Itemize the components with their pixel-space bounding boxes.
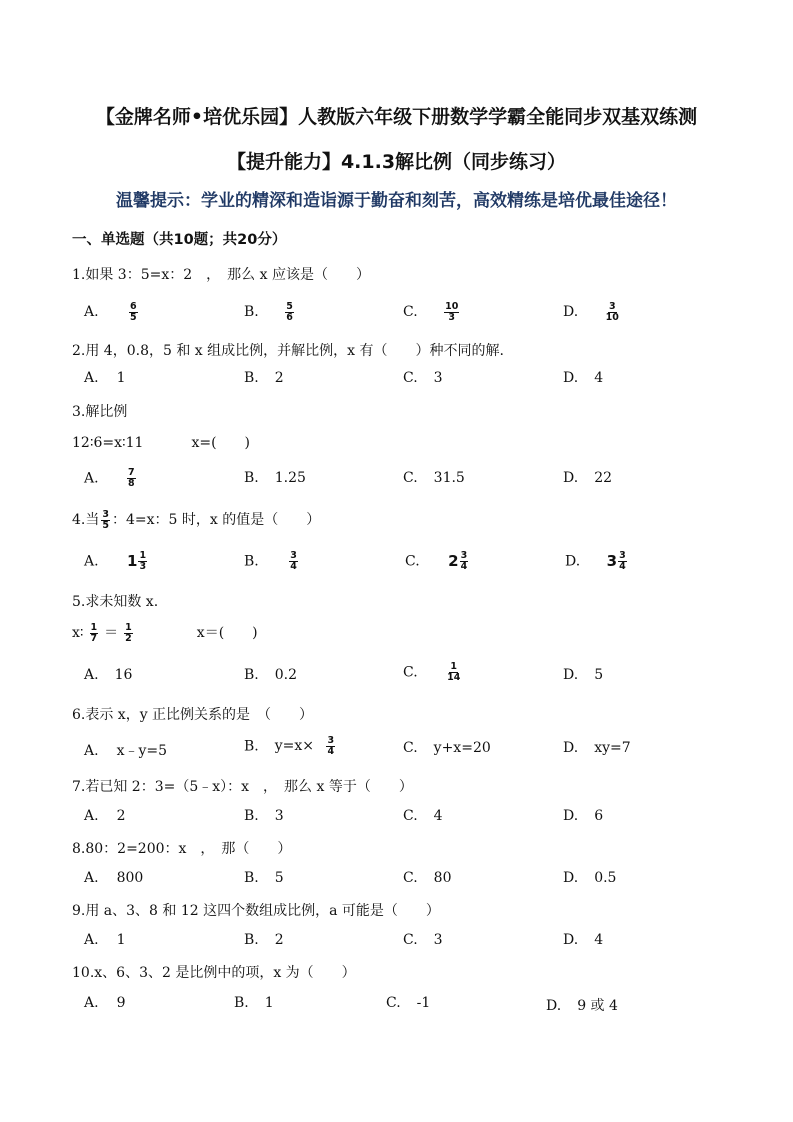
question-5-stem: 5.求未知数 x. xyxy=(72,594,159,610)
q10-option-c[interactable] xyxy=(386,995,430,1011)
q9-option-b[interactable] xyxy=(244,932,284,948)
option-label: C. xyxy=(403,370,418,386)
option-text: 3 xyxy=(274,808,284,824)
option-text: 9 或 4 xyxy=(577,998,618,1014)
option-text: 1 xyxy=(116,932,126,948)
option-label: C. xyxy=(403,740,418,756)
q7-option-c[interactable] xyxy=(403,808,443,824)
option-label: B. xyxy=(244,808,259,824)
option-label: A. xyxy=(84,470,99,487)
q1-option-a[interactable] xyxy=(84,302,138,323)
question-8-stem: 8.80：2=200：x ， 那（ ） xyxy=(72,841,292,857)
q6-option-b[interactable] xyxy=(244,736,335,757)
tip-banner: 温馨提示：学业的精深和造诣源于勤奋和刻苦，高效精练是培优最佳途径！ xyxy=(116,191,677,211)
question-7-stem: 7.若已知 2：3=（5﹣x）：x ， 那么 x 等于（ ） xyxy=(72,779,413,795)
q3-option-c[interactable] xyxy=(403,470,465,486)
option-label: C. xyxy=(386,995,401,1011)
question-10-stem: 10.x、6、3、2 是比例中的项，x 为（ ） xyxy=(72,965,356,981)
option-label: C. xyxy=(403,932,418,948)
fraction: $\frac{5}{6}$ xyxy=(286,301,293,323)
option-label: B. xyxy=(244,370,259,386)
q8-option-a[interactable] xyxy=(84,870,143,886)
fraction: $\frac{6}{5}$ xyxy=(130,301,137,323)
fraction: $\frac{3}{4}$ xyxy=(327,735,335,757)
q9-option-d[interactable] xyxy=(563,932,603,948)
q8-option-d[interactable] xyxy=(563,870,616,886)
option-label: D. xyxy=(563,304,579,321)
option-text: 9 xyxy=(116,995,126,1011)
option-text: y+x=20 xyxy=(433,740,491,756)
q4-option-b[interactable] xyxy=(244,551,298,572)
q2-option-d[interactable] xyxy=(563,370,603,386)
fraction: $\frac{10}{3}$ xyxy=(445,301,459,323)
option-label: A. xyxy=(84,370,99,386)
option-label: A. xyxy=(84,667,99,683)
q10-option-d[interactable] xyxy=(546,995,618,1015)
q1-option-d[interactable] xyxy=(563,302,620,323)
stem-text: ：4=x：5 时，x 的值是（ ） xyxy=(111,512,321,528)
option-label: D. xyxy=(563,808,579,824)
q5-option-b[interactable] xyxy=(244,667,297,683)
q6-option-d[interactable] xyxy=(563,740,631,756)
fraction: $\frac{7}{8}$ xyxy=(128,467,135,489)
option-text: 5 xyxy=(274,870,284,886)
q8-option-b[interactable] xyxy=(244,870,284,886)
option-text: 4 xyxy=(594,370,604,386)
q6-option-a[interactable] xyxy=(84,740,167,760)
option-label: C. xyxy=(405,553,420,570)
option-label: B. xyxy=(244,304,259,321)
option-label: A. xyxy=(84,932,99,948)
document-title-line1: 【金牌名师•培优乐园】人教版六年级下册数学学霸全能同步双基双练测 xyxy=(95,106,698,128)
q4-option-c[interactable] xyxy=(405,551,468,572)
question-1-stem: 1.如果 3：5=x：2 ， 那么 x 应该是（ ） xyxy=(72,267,370,283)
option-text: 1.25 xyxy=(274,470,306,486)
q2-option-c[interactable] xyxy=(403,370,443,386)
option-label: B. xyxy=(244,932,259,948)
option-label: C. xyxy=(403,870,418,886)
q9-option-c[interactable] xyxy=(403,932,443,948)
option-label: C. xyxy=(403,808,418,824)
option-label: D. xyxy=(563,870,579,886)
option-text: 1 xyxy=(264,995,274,1011)
q6-option-c[interactable] xyxy=(403,740,491,756)
expression: x∶ xyxy=(72,625,84,641)
option-label: D. xyxy=(565,553,581,570)
option-text: 2 xyxy=(274,370,284,386)
option-text: 4 xyxy=(433,808,443,824)
q1-option-b[interactable] xyxy=(244,302,294,323)
option-label: B. xyxy=(244,553,259,570)
q5-option-d[interactable] xyxy=(563,667,603,683)
option-text: 6 xyxy=(594,808,604,824)
q4-option-a[interactable] xyxy=(84,551,147,572)
fraction: $\frac{3}{4}$ xyxy=(290,550,297,572)
question-6-stem: 6.表示 x，y 正比例关系的是 （ ） xyxy=(72,707,314,723)
option-label: B. xyxy=(244,470,259,486)
q7-option-d[interactable] xyxy=(563,808,603,824)
option-text: xy=7 xyxy=(594,740,631,756)
option-label: A. xyxy=(84,553,99,570)
option-label: A. xyxy=(84,743,99,759)
option-label: A. xyxy=(84,870,99,886)
q10-option-a[interactable] xyxy=(84,995,125,1011)
option-label: D. xyxy=(563,370,579,386)
option-label: B. xyxy=(234,995,249,1011)
q3-option-b[interactable] xyxy=(244,470,306,486)
option-text: 0.2 xyxy=(274,667,298,683)
option-text: 2 xyxy=(274,932,284,948)
option-text: 16 xyxy=(114,667,133,683)
q4-option-d[interactable] xyxy=(565,551,627,572)
expression: 12∶6=x∶11 xyxy=(72,435,144,451)
section-title: 一、单选题（共10题；共20分） xyxy=(72,232,287,248)
question-5-expression xyxy=(72,622,258,643)
option-text: 3 xyxy=(433,932,443,948)
question-3-stem: 3.解比例 xyxy=(72,404,128,420)
q5-option-a[interactable] xyxy=(84,667,132,683)
option-label: D. xyxy=(563,932,579,948)
option-label: A. xyxy=(84,808,99,824)
option-text: x﹣y=5 xyxy=(116,743,168,759)
option-text: y=x× xyxy=(274,738,315,755)
option-label: C. xyxy=(403,470,418,486)
option-label: C. xyxy=(403,664,418,681)
equals-sign: ＝ xyxy=(104,625,119,641)
mixed-number: 2 $\frac{3}{4}$ xyxy=(448,550,468,572)
q1-option-c[interactable] xyxy=(403,302,459,323)
q3-option-a[interactable] xyxy=(84,468,136,489)
option-text: 80 xyxy=(433,870,452,886)
fraction: $\frac{1}{7}$ xyxy=(90,621,98,644)
question-9-stem: 9.用 a、3、8 和 12 这四个数组成比例，a 可能是（ ） xyxy=(72,903,440,919)
option-label: B. xyxy=(244,667,259,683)
q7-option-a[interactable] xyxy=(84,808,125,824)
option-text: -1 xyxy=(416,995,431,1011)
option-text: 2 xyxy=(116,808,126,824)
option-label: D. xyxy=(546,998,562,1014)
option-text: 5 xyxy=(594,667,604,683)
q2-option-a[interactable] xyxy=(84,370,125,386)
option-label: B. xyxy=(244,870,259,886)
answer-blank: x=( ) xyxy=(191,435,251,451)
question-3-expression xyxy=(72,432,250,452)
q8-option-c[interactable] xyxy=(403,870,452,886)
fraction: $\frac{1}{2}$ xyxy=(125,621,132,644)
option-text: 800 xyxy=(116,870,144,886)
option-text: 22 xyxy=(594,470,613,486)
option-label: C. xyxy=(403,304,418,321)
q9-option-a[interactable] xyxy=(84,932,125,948)
fraction: $\frac{1}{14}$ xyxy=(447,661,461,683)
option-text: 0.5 xyxy=(594,870,617,886)
fraction: $\frac{3}{5}$ xyxy=(102,508,109,531)
question-4-stem xyxy=(72,509,320,530)
option-label: D. xyxy=(563,740,579,756)
mixed-number: 3 $\frac{3}{4}$ xyxy=(606,550,626,572)
q3-option-d[interactable] xyxy=(563,470,612,486)
option-label: A. xyxy=(84,995,99,1011)
question-2-stem: 2.用 4，0.8，5 和 x 组成比例，并解比例，x 有（ ）种不同的解. xyxy=(72,343,504,359)
option-text: 31.5 xyxy=(433,470,465,486)
option-text: 3 xyxy=(433,370,443,386)
mixed-number: 1 $\frac{1}{3}$ xyxy=(127,550,147,572)
q2-option-b[interactable] xyxy=(244,370,284,386)
option-text: 1 xyxy=(116,370,126,386)
option-label: D. xyxy=(563,470,579,486)
option-label: D. xyxy=(563,667,579,683)
q10-option-b[interactable] xyxy=(234,995,274,1011)
option-label: B. xyxy=(244,738,259,755)
stem-text: 4.当 xyxy=(72,512,100,528)
document-title-line2: 【提升能力】4.1.3解比例（同步练习） xyxy=(226,151,567,173)
option-text: 4 xyxy=(594,932,604,948)
fraction: $\frac{3}{10}$ xyxy=(605,301,619,323)
q7-option-b[interactable] xyxy=(244,808,284,824)
q5-option-c[interactable] xyxy=(403,662,461,683)
answer-blank: x＝( ) xyxy=(196,625,258,641)
option-label: A. xyxy=(84,304,99,321)
